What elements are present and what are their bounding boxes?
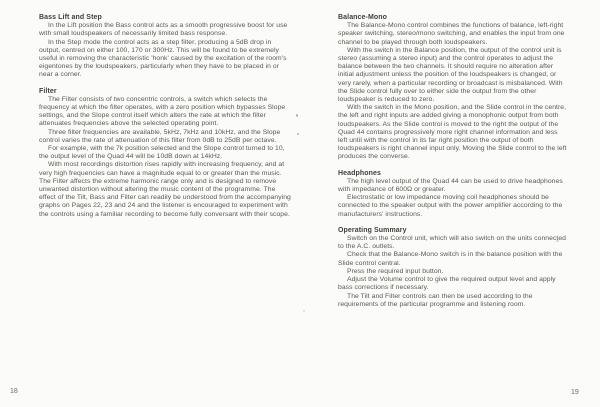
- scan-artifact: [296, 114, 298, 117]
- section-heading: Balance-Mono: [338, 14, 388, 21]
- body-paragraph: The Filter consists of two concentric controls, a switch which selects the frequency at which the filter operates, with a zero position which bypasses Slope settings, and the Slope control itself which alters the rate at which the filter attenuates frequencies above the selected operating point.: [39, 95, 286, 128]
- body-paragraph: Electrostatic or low impedance moving coil headphones should be connected to the speaker output with the power amplifier according to the manufacturers' instructions.: [338, 194, 563, 218]
- page-number-right: 19: [571, 389, 579, 396]
- body-paragraph: The Tilt and Filter controls can then be used according to the requirements of the particular programme and listening room.: [338, 292, 533, 308]
- section-heading: Filter: [39, 87, 57, 95]
- body-paragraph: With most recordings distortion rises rapidly with increasing frequency, and at very high frequencies can have a magnitude equal to or greater than the music. The Filter affects the extreme harmonic range only and is designed to remove unwanted distortion without altering the music content of the programme. The effect of the Tilt, Bass and Filter can readily be understood from the accompanying graphs on Pages 22, 23 and 24 and the listener is encouraged to experiment with the controls using a familiar recording to become fully conversant with their scope.: [39, 161, 291, 218]
- body-paragraph: Press the required input button.: [347, 267, 444, 275]
- body-paragraph: Adjust the Volume control to give the required output level and apply bass corrections if necessary.: [338, 276, 556, 292]
- manual-section: [338, 14, 568, 162]
- section-heading: Bass Lift and Step: [39, 14, 102, 21]
- manual-page-left: [39, 14, 292, 227]
- body-paragraph: In the Step mode the control acts as a step filter, producing a 5dB drop in output, centred on either 100, 170 or 300Hz. This will be found to be extremely useful in removing the characteristic 'honk' caused by the excitation of the room's eigentones by the loudspeakers, particularly when they have to be placed in or near a corner.: [39, 38, 287, 79]
- body-paragraph: Check that the Balance-Mono switch is in the balance position with the Slide control central.: [338, 251, 563, 267]
- body-paragraph: The high level output of the Quad 44 can be used to drive headphones with impedance of 600Ω or greater.: [338, 177, 563, 194]
- body-paragraph: With the switch in the Mono position, and the Slide control in the centre, the left and right inputs are added giving a monophonic output from both loudspeakers. As the Slide control is moved to the right the output of the Quad 44 contains progressively more right channel information and less left until with the control in its far right position the output of both loudspeakers is right channel input only. Moving the Slide control to the left produces the converse.: [338, 104, 567, 161]
- section-heading: Operating Summary: [338, 226, 407, 234]
- body-paragraph: Three filter frequencies are available, 5kHz, 7kHz and 10kHz, and the Slope control varies the rate of attenuation of this filter from 0dB to 25dB per octave.: [39, 128, 281, 144]
- body-paragraph: For example, with the 7k position selected and the Slope control turned to 10, the output level of the Quad 44 will be 10dB down at 14kHz.: [39, 145, 285, 161]
- manual-section: [338, 227, 568, 309]
- scan-artifact: [303, 310, 305, 312]
- manual-page-right: [338, 14, 568, 317]
- body-paragraph: With the switch in the Balance position, the output of the control unit is stereo (assuming a stereo input) and the control operates to adjust the balance between the two channels. It should require no alteration after initial adjustment unless the position of the loudspeakers is changed, or very rarely, when a particular recording or broadcast is misbalanced. With the Slide control fully over to either side the output from the other loudspeaker is reduced to zero.: [338, 46, 563, 104]
- manual-section: [39, 88, 292, 219]
- manual-section: [338, 170, 568, 219]
- scan-artifact: [297, 133, 299, 135]
- scan-artifact: [556, 240, 559, 242]
- manual-section: [39, 14, 292, 80]
- body-paragraph: The Balance-Mono control combines the functions of balance, left-right speaker switching, stereo/mono switching, and enables the input from one channel to be played through both loudspeakers.: [338, 22, 565, 46]
- section-heading: Headphones: [338, 169, 382, 177]
- body-paragraph: In the Lift position the Bass control acts as a smooth progressive boost for use with small loudspeakers of necessarily limited bass response.: [39, 22, 288, 38]
- page-number-left: 18: [10, 388, 18, 395]
- body-paragraph: Switch on the Control unit, which will also switch on the units connected to the A.C. outlets.: [338, 235, 566, 251]
